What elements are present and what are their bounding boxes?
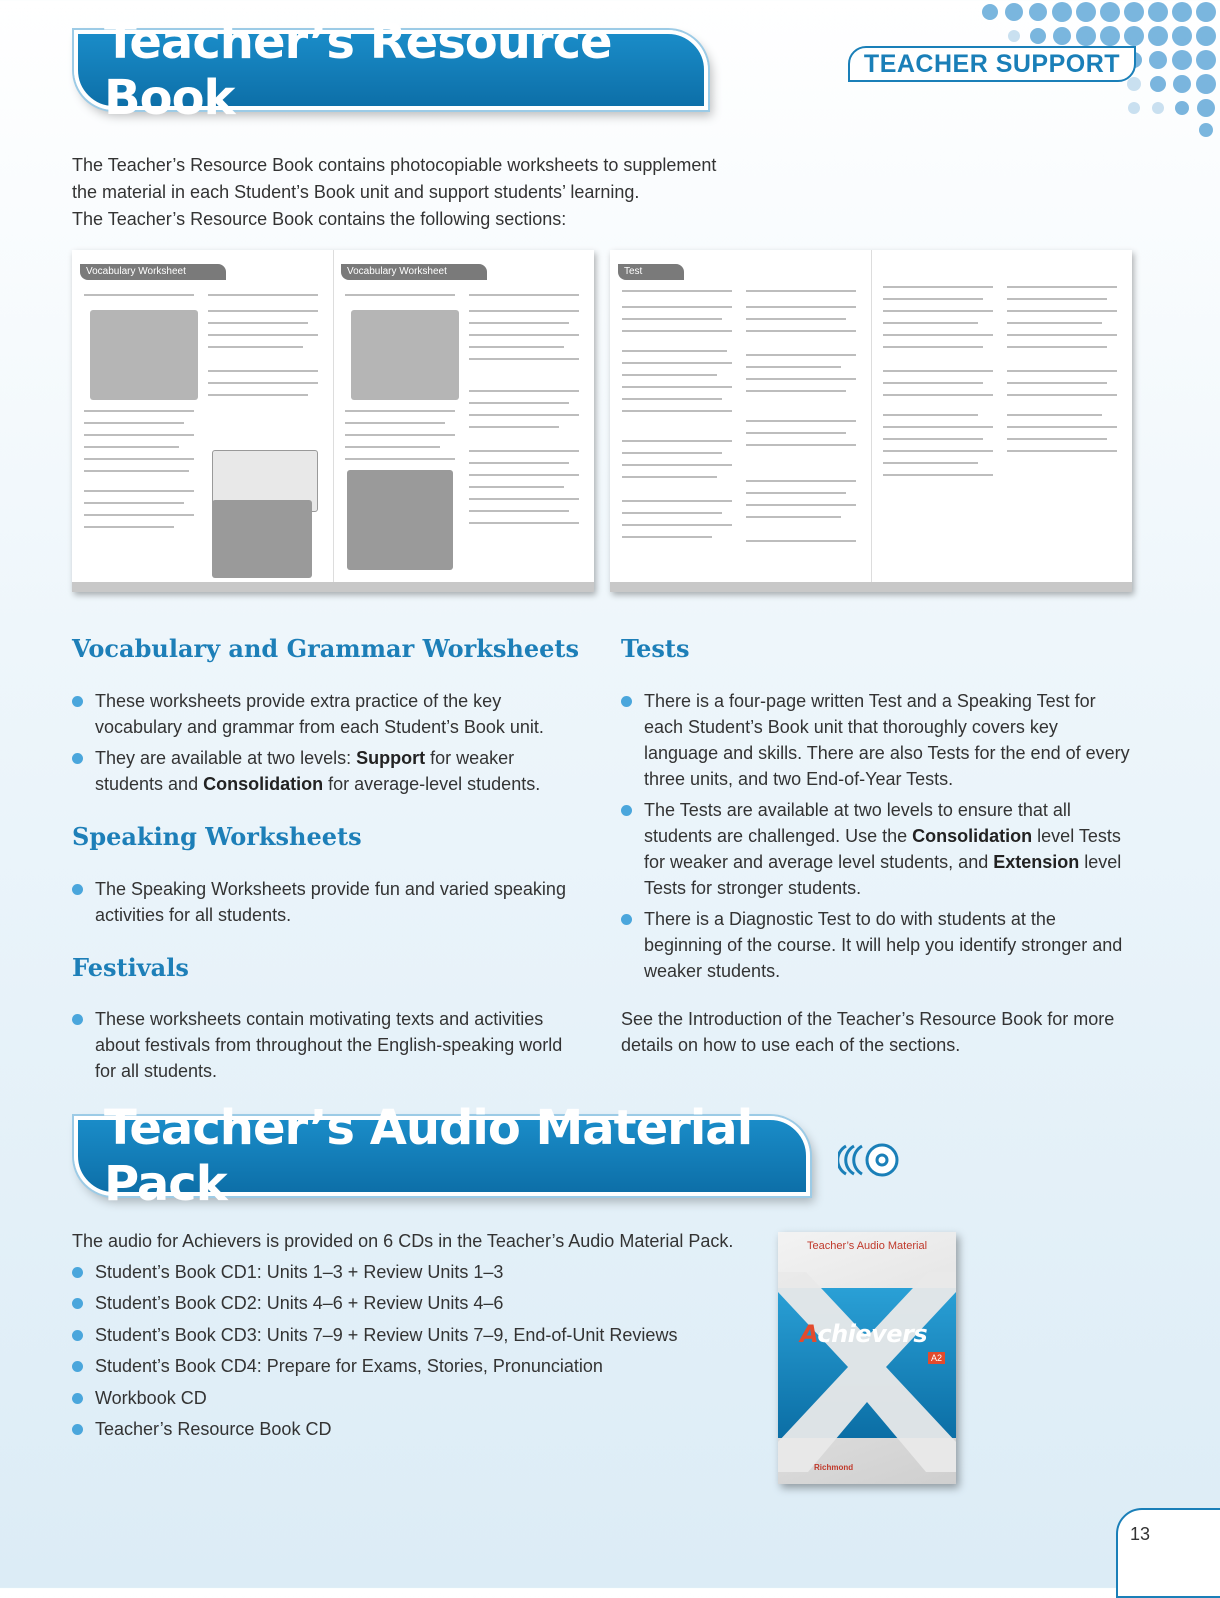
list-item: Student’s Book CD2: Units 4–6 + Review Units 4–6 <box>72 1289 752 1320</box>
list-item: Student’s Book CD4: Prepare for Exams, Stories, Pronunciation <box>72 1352 752 1383</box>
audio-cd-list <box>72 1227 752 1446</box>
list-item: The Speaking Worksheets provide fun and varied speaking activities for all students. <box>72 876 582 928</box>
teacher-support-tag: TEACHER SUPPORT <box>848 46 1136 82</box>
vocabulary-worksheet-thumbnail <box>72 250 594 592</box>
intro-line: the material in each Student’s Book unit and support students’ learning. <box>72 182 640 202</box>
thumbnail-label: Vocabulary Worksheet <box>80 264 226 280</box>
audio-pack-cover-image <box>778 1232 956 1484</box>
worksheet-thumbnails <box>72 250 1132 592</box>
list-item: Student’s Book CD1: Units 1–3 + Review Units 1–3 <box>72 1258 752 1289</box>
list-item: The Tests are available at two levels to ensure that all students are challenged. Use the Consolidation level Tests for weaker and average level students, and Extension level Tests for stronger students. <box>621 797 1131 901</box>
festivals-list <box>72 1006 572 1089</box>
cd-icon <box>838 1142 900 1178</box>
list-item: Workbook CD <box>72 1384 752 1415</box>
speaking-list <box>72 876 582 933</box>
page-number: 13 <box>1130 1524 1151 1544</box>
list-item: Teacher’s Resource Book CD <box>72 1415 752 1446</box>
thumbnail-label: Vocabulary Worksheet <box>341 264 487 280</box>
tests-list <box>621 688 1131 989</box>
audio-pack-title: Teacher’s Audio Material Pack <box>74 1116 810 1196</box>
test-thumbnail <box>610 250 1132 592</box>
list-item: There is a four-page written Test and a Speaking Test for each Student’s Book unit that thoroughly covers key language and skills. There are also Tests for the end of every three units, and two End-of-Year Tests. <box>621 688 1131 792</box>
tests-heading: Tests <box>621 634 690 663</box>
list-item: These worksheets contain motivating texts and activities about festivals from throughout the English-speaking world for all students. <box>72 1006 572 1084</box>
audio-lead-text: The audio for Achievers is provided on 6 CDs in the Teacher’s Audio Material Pack. <box>72 1231 734 1251</box>
intro-line: The Teacher’s Resource Book contains the following sections: <box>72 209 567 229</box>
list-item: They are available at two levels: Support for weaker students and Consolidation for average-level students. <box>72 745 582 797</box>
page-number-tab <box>1116 1508 1220 1598</box>
list-item: There is a Diagnostic Test to do with students at the beginning of the course. It will help you identify stronger and weaker students. <box>621 906 1131 984</box>
list-item: Student’s Book CD3: Units 7–9 + Review Units 7–9, End-of-Unit Reviews <box>72 1321 752 1352</box>
list-item: These worksheets provide extra practice of the key vocabulary and grammar from each Student’s Book unit. <box>72 688 582 740</box>
cover-top-text: Teacher’s Audio Material <box>806 1240 928 1252</box>
cover-x-shape <box>778 1272 956 1472</box>
resource-book-title: Teacher’s Resource Book <box>74 30 708 110</box>
speaking-heading: Speaking Worksheets <box>72 822 362 851</box>
intro-text <box>72 152 772 233</box>
see-more-text: See the Introduction of the Teacher’s Resource Book for more details on how to use each of the sections. <box>621 1009 1115 1055</box>
vocab-grammar-heading: Vocabulary and Grammar Worksheets <box>72 634 579 663</box>
vocab-grammar-list <box>72 688 582 802</box>
festivals-heading: Festivals <box>72 953 189 982</box>
cover-brand: Achievers <box>800 1320 928 1348</box>
cover-publisher-logo: Richmond <box>814 1463 854 1472</box>
thumbnail-label: Test <box>618 264 684 280</box>
cover-level-badge: A2 <box>928 1352 945 1364</box>
intro-line: The Teacher’s Resource Book contains photocopiable worksheets to supplement <box>72 155 717 175</box>
